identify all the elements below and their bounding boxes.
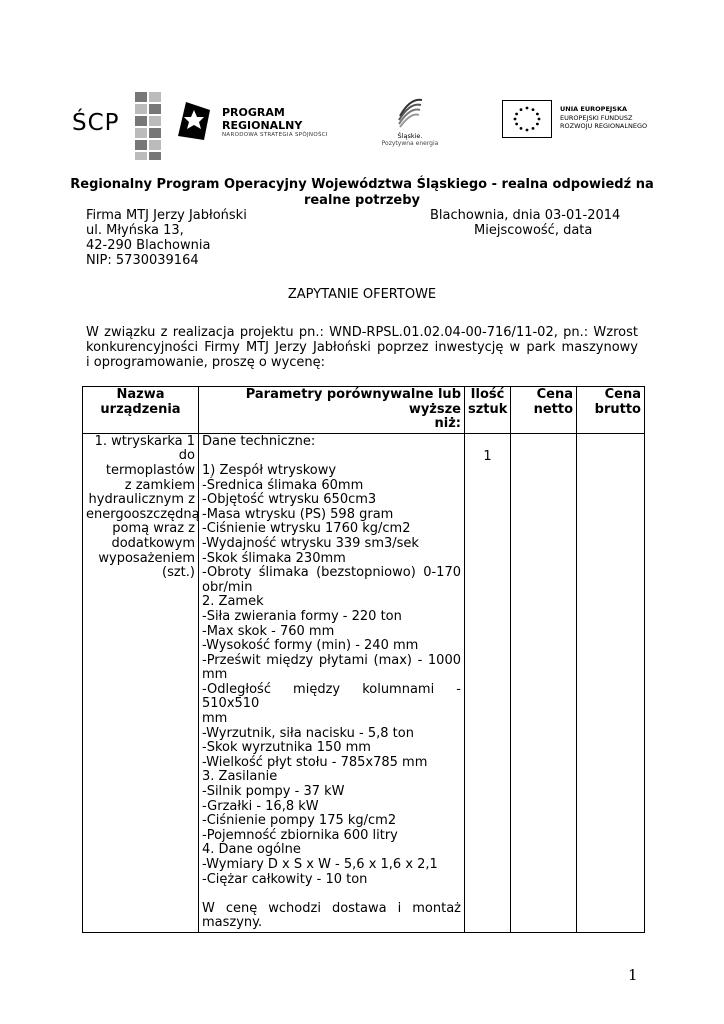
eu-logo: [502, 100, 660, 150]
param-line: -Wyrzutnik, siła nacisku - 5,8 ton: [202, 725, 414, 741]
document-heading: ZAPYTANIE OFERTOWE: [287, 287, 437, 302]
param-line: -Ciężar całkowity - 10 ton: [202, 871, 368, 887]
header-qty-line: Ilość: [470, 387, 505, 402]
offer-table: [82, 386, 645, 933]
quantity-cell: 1: [465, 433, 511, 932]
device-name-line: z zamkiem: [124, 477, 195, 493]
program-line2: REGIONALNY: [222, 119, 303, 132]
slaskie-line1: Śląskie.: [397, 132, 423, 140]
device-name-line: do termoplastów: [105, 448, 195, 478]
header-gross-price: [577, 387, 645, 434]
header-net-price: [511, 387, 577, 434]
param-line: -Wysokość formy (min) - 240 mm: [202, 638, 419, 654]
param-line: -Obroty ślimaka (bezstopniowo) 0-170: [202, 565, 461, 581]
header-gross-line: brutto: [594, 401, 641, 417]
sender-street: ul. Młyńska 13,: [86, 223, 184, 238]
sender-city: 42-290 Blachownia: [86, 238, 211, 253]
star-flag-icon: [174, 96, 214, 142]
intro-line: W związku z realizacja projektu pn.: WND-RPSL.01.02.04-00-716/11-02, pn.: Wzrost: [86, 325, 638, 340]
program-line1: PROGRAM: [222, 106, 285, 119]
param-line: -Objętość wtrysku 650cm3: [202, 492, 377, 508]
gross-price-cell: [577, 433, 645, 932]
param-line: -Skok ślimaka 230mm: [202, 550, 346, 566]
scp-logo: [72, 90, 167, 160]
eu-text: [560, 105, 647, 131]
param-line: W cenę wchodzi dostawa i montaż: [202, 900, 461, 916]
device-name-line: (szt.): [162, 565, 195, 581]
header-gross-line: Cena: [604, 387, 641, 402]
param-line: -Siła zwierania formy - 220 ton: [202, 608, 402, 624]
header-params-line: niż:: [434, 416, 461, 432]
header-qty-line: sztuk: [468, 401, 508, 417]
eu-line1: UNIA EUROPEJSKA: [560, 105, 628, 113]
program-title: [222, 106, 302, 132]
header-params: [199, 387, 465, 434]
slaskie-logo: [370, 90, 450, 160]
param-line: -Ciśnienie pompy 175 kg/cm2: [202, 813, 397, 829]
program-subtitle: NARODOWA STRATEGIA SPÓJNOŚCI: [222, 132, 328, 138]
param-line: mm: [202, 711, 228, 727]
intro-line: konkurencyjności Firmy MTJ Jerzy Jabłoński poprzez inwestycję w park maszynowy: [86, 340, 638, 355]
sender-company: Firma MTJ Jerzy Jabłoński: [86, 208, 247, 223]
param-line: -Max skok - 760 mm: [202, 623, 335, 639]
device-name-line: hydraulicznym z: [88, 492, 195, 508]
param-line: obr/min: [202, 579, 253, 595]
eu-line3: ROZWOJU REGIONALNEGO: [560, 122, 648, 130]
eu-flag-icon: [502, 100, 552, 138]
device-name-line: energooszczędną: [86, 506, 200, 522]
param-line: -Odległość między kolumnami - 510x510: [202, 681, 461, 712]
place-date: Blachownia, dnia 03-01-2014: [430, 208, 621, 223]
param-line: 4. Dane ogólne: [202, 842, 301, 858]
header-name-line: urządzenia: [100, 401, 181, 417]
param-line: mm: [202, 667, 228, 683]
device-name-line: dodatkowym: [111, 535, 195, 551]
header-qty: [465, 387, 511, 434]
sender-nip: NIP: 5730039164: [86, 253, 199, 268]
net-price-cell: [511, 433, 577, 932]
eu-line2: EUROPEJSKI FUNDUSZ: [560, 113, 633, 122]
scp-grid-icon: [135, 92, 163, 160]
param-line: maszyny.: [202, 915, 263, 931]
header-net-line: netto: [533, 401, 573, 417]
slaskie-line2: Pozytywna energia: [381, 140, 439, 147]
param-line: [202, 887, 461, 902]
logo-strip: [64, 84, 660, 166]
header-name-line: Nazwa: [116, 387, 165, 402]
param-line: -Wielkość płyt stołu - 785x785 mm: [202, 754, 428, 770]
header-name: [83, 387, 199, 434]
param-line: -Prześwit między płytami (max) - 1000: [202, 652, 461, 668]
param-line: 3. Zasilanie: [202, 769, 278, 785]
param-line: -Grzałki - 16,8 kW: [202, 798, 319, 814]
page-number: 1: [628, 966, 638, 984]
param-line: 2. Zamek: [202, 594, 264, 610]
swirl-icon: [396, 94, 424, 128]
param-line: -Średnica ślimaka 60mm: [202, 477, 364, 493]
param-line: -Silnik pompy - 37 kW: [202, 784, 345, 800]
param-line: -Masa wtrysku (PS) 598 gram: [202, 506, 394, 522]
param-line: -Pojemność zbiornika 600 litry: [202, 827, 398, 843]
device-name-line: 1. wtryskarka 1: [94, 433, 195, 449]
param-line: -Ciśnienie wtrysku 1760 kg/cm2: [202, 521, 411, 537]
param-line: -Skok wyrzutnika 150 mm: [202, 740, 371, 756]
device-name-cell: [83, 433, 199, 932]
param-line: -Wymiary D x S x W - 5,6 x 1,6 x 2,1: [202, 857, 438, 872]
param-line: -Wydajność wtrysku 339 sm3/sek: [202, 535, 419, 551]
device-name-line: pomą wraz z: [112, 521, 195, 537]
device-name-line: wyposażeniem: [98, 550, 195, 566]
param-line: 1) Zespół wtryskowy: [202, 462, 337, 478]
place-date-label: Miejscowość, data: [474, 223, 593, 238]
header-params-line: Parametry porównywalne lub wyższe: [245, 387, 461, 417]
table-row: [83, 433, 645, 932]
program-regionalny-logo: [174, 92, 354, 156]
param-line: [202, 449, 461, 464]
param-line: Dane techniczne:: [202, 433, 316, 449]
device-params-cell: [199, 433, 465, 932]
header-net-line: Cena: [536, 387, 573, 402]
intro-paragraph: [86, 325, 638, 370]
intro-line: i oprogramowanie, proszę o wycenę:: [86, 355, 326, 370]
table-header-row: [83, 387, 645, 434]
program-heading: Regionalny Program Operacyjny Województwa Śląskiego - realna odpowiedź na realne potrzeby: [70, 177, 654, 208]
scp-logo-text: ŚCP: [72, 110, 120, 136]
